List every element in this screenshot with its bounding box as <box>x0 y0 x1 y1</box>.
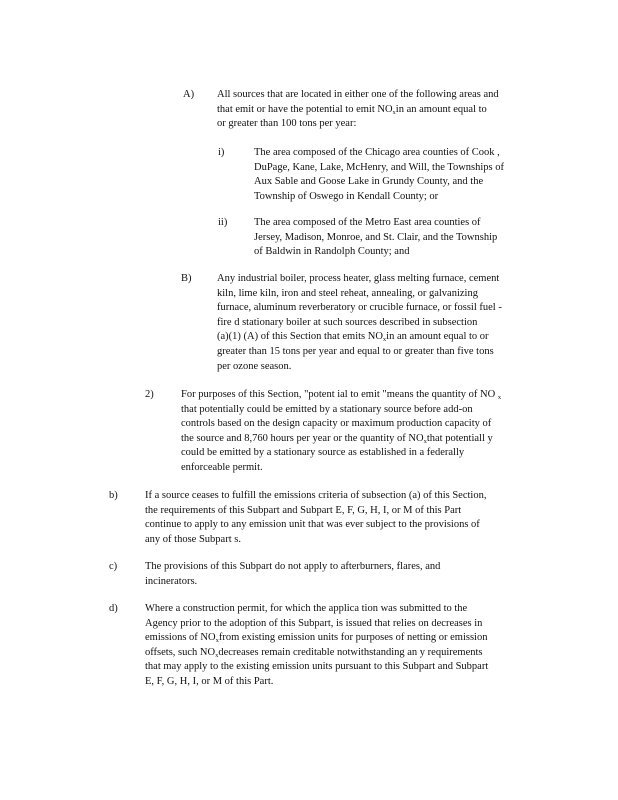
text-line: that may apply to the existing emission units pursuant to this Subpart and Subpart <box>145 661 489 673</box>
text-line: Any industrial boiler, process heater, glass melting furnace, cement <box>217 273 500 284</box>
item-text <box>145 602 537 690</box>
text-line: any of those Subpart s. <box>145 533 241 545</box>
text-line: Township of Oswego in Kendall County; or <box>254 190 439 202</box>
text-line <box>145 631 537 646</box>
text-line: The provisions of this Subpart do not apply to afterburners, flares, and <box>145 561 441 572</box>
text-segment: emissions of NO <box>145 632 216 644</box>
text-segment: decreases remain creditable notwithstanding an y requirements <box>218 646 483 658</box>
text-line: controls based on the design capacity or maximum production capacity of <box>181 418 492 430</box>
item-text <box>181 388 539 476</box>
subscript: x <box>382 336 387 344</box>
text-line <box>181 388 539 403</box>
item-label: d) <box>109 603 118 614</box>
item-text <box>145 560 537 589</box>
text-line: E, F, G, H, I, or M of this Part. <box>145 675 274 687</box>
item-text <box>254 146 544 204</box>
text-segment: in an amount equal to <box>395 103 487 115</box>
text-segment: For purposes of this Section, "potent ial to emit "means the quantity of NO <box>181 389 496 400</box>
text-line: DuPage, Kane, Lake, McHenry, and Will, the Townships of <box>254 161 505 173</box>
text-line: The area composed of the Chicago area counties of Cook , <box>254 147 500 158</box>
item-label: c) <box>109 561 118 572</box>
text-segment: that emit or have the potential to emit NO <box>217 103 393 115</box>
text-line <box>145 646 537 661</box>
text-segment: in an amount equal to or <box>386 331 489 343</box>
text-segment: that potentiall y <box>426 432 493 444</box>
item-text <box>217 272 539 374</box>
item-label: 2) <box>145 389 154 400</box>
item-label: b) <box>109 490 118 501</box>
text-line: Jersey, Madison, Monroe, and St. Clair, and the Township <box>254 231 498 243</box>
text-line: fire d stationary boiler at such sources described in subsection <box>217 316 478 328</box>
text-line: could be emitted by a stationary source as established in a federally <box>181 447 465 459</box>
text-line: The area composed of the Metro East area counties of <box>254 217 481 228</box>
item-label: i) <box>218 147 225 158</box>
text-line: Agency prior to the adoption of this Subpart, is issued that relies on decreases in <box>145 617 483 629</box>
text-segment: from existing emission units for purposes of netting or emission <box>218 632 488 644</box>
text-line: enforceable permit. <box>181 461 263 473</box>
text-line: or greater than 100 tons per year: <box>217 118 357 130</box>
text-line: furnace, aluminum reverberatory or crucible furnace, or fossil fuel - <box>217 302 502 314</box>
text-line: continue to apply to any emission unit that was ever subject to the provisions of <box>145 519 480 531</box>
subscript: x <box>215 651 219 659</box>
text-segment: the source and 8,760 hours per year or the quantity of NO <box>181 432 424 444</box>
text-segment: offsets, such NO <box>145 646 216 658</box>
subscript: x <box>392 108 396 116</box>
item-label: A) <box>183 89 195 100</box>
text-line: All sources that are located in either one of the following areas and <box>217 89 499 100</box>
text-line: Where a construction permit, for which the applica tion was submitted to the <box>145 603 468 614</box>
subscript: x <box>215 637 219 645</box>
item-text <box>217 88 539 132</box>
item-label: B) <box>181 273 192 284</box>
text-line: Aux Sable and Goose Lake in Grundy County, and the <box>254 176 484 188</box>
text-line: of Baldwin in Randolph County; and <box>254 246 410 258</box>
text-line: that potentially could be emitted by a stationary source before add-on <box>181 403 473 415</box>
text-line <box>181 432 539 447</box>
subscript: x <box>497 394 502 401</box>
text-segment: (a)(1) (A) of this Section that emits NO <box>217 331 383 343</box>
text-line: incinerators. <box>145 575 198 587</box>
text-line <box>217 330 539 345</box>
text-line: per ozone season. <box>217 360 292 372</box>
item-label: ii) <box>218 217 228 228</box>
subscript: x <box>423 437 427 445</box>
item-text <box>254 216 544 260</box>
text-line: kiln, lime kiln, iron and steel reheat, annealing, or galvanizing <box>217 287 478 299</box>
item-text <box>145 489 537 547</box>
text-line: If a source ceases to fulfill the emissions criteria of subsection (a) of this Section, <box>145 490 487 501</box>
text-line: the requirements of this Subpart and Subpart E, F, G, H, I, or M of this Part <box>145 504 462 516</box>
text-line <box>217 103 539 118</box>
text-line: greater than 15 tons per year and equal to or greater than five tons <box>217 345 494 357</box>
